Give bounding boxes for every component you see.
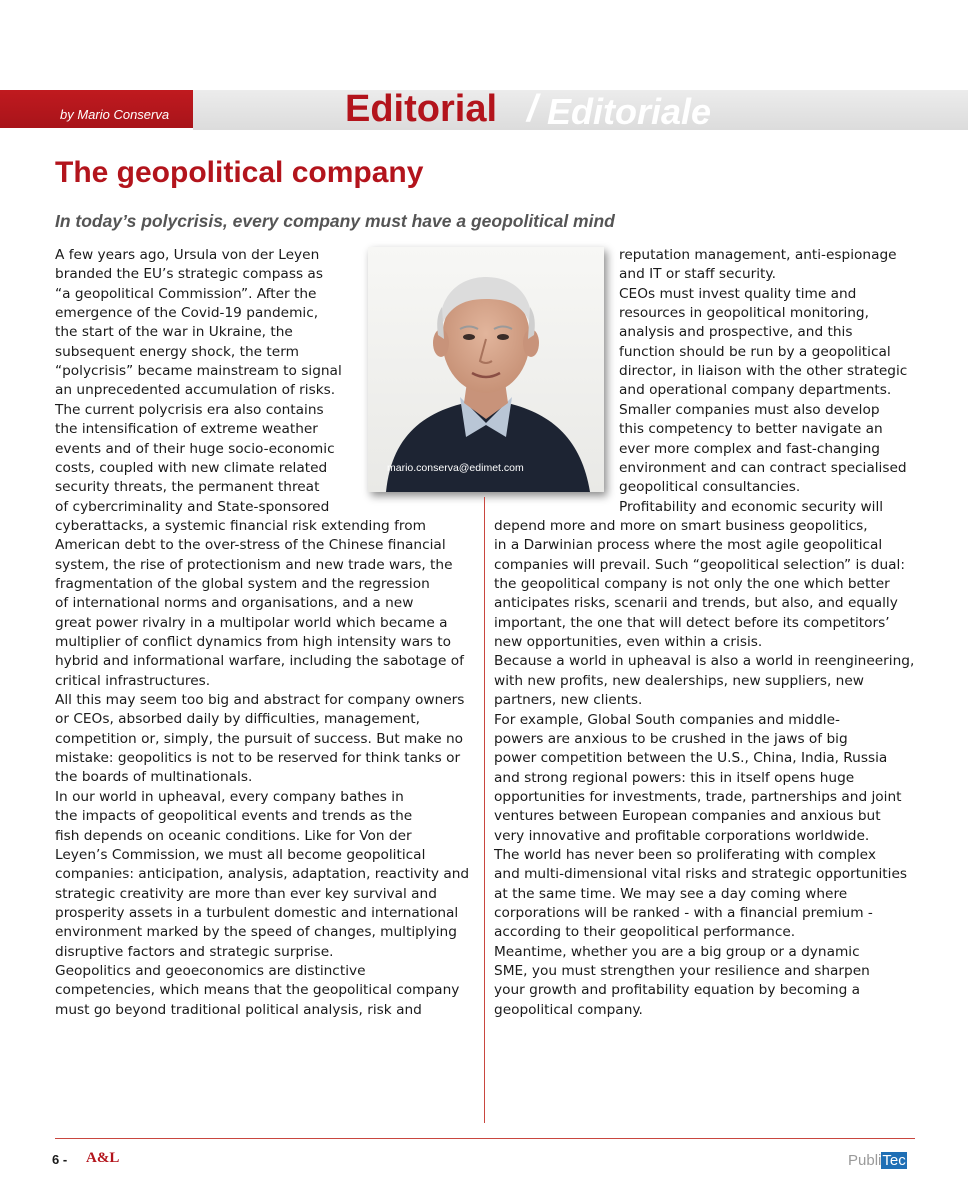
body-text-line: corporations will be ranked - with a financial premium - xyxy=(494,905,873,921)
body-text-line: with new profits, new dealerships, new suppliers, new xyxy=(494,672,864,689)
body-text-line: reputation management, anti-espionage xyxy=(619,247,897,263)
body-text-line: critical infrastructures. xyxy=(55,672,211,689)
body-text-line: ever more complex and fast-changing xyxy=(619,440,880,457)
body-text-line: of cybercriminality and State-sponsored xyxy=(55,498,330,515)
body-text-line: and strong regional powers: this in itself opens huge xyxy=(494,769,855,786)
publisher-logo xyxy=(848,1152,907,1170)
body-text-line: Smaller companies must also develop xyxy=(619,401,880,418)
body-text-line: prosperity assets in a turbulent domestic and international xyxy=(55,904,459,921)
column-divider xyxy=(484,497,485,1123)
body-text-line: according to their geopolitical performance. xyxy=(494,924,796,941)
body-text-line: Profitability and economic security will xyxy=(619,498,884,515)
article-title: The geopolitical company xyxy=(55,156,424,189)
body-text-line: cyberattacks, a systemic financial risk extending from xyxy=(55,517,426,534)
body-text-line: costs, coupled with new climate related xyxy=(55,459,328,476)
body-text-line: events and of their huge socio-economic xyxy=(55,440,335,457)
body-text-line: of international norms and organisations, and a new xyxy=(55,595,414,612)
body-text-line: resources in geopolitical monitoring, xyxy=(619,305,869,322)
body-text-line: very innovative and profitable corporations worldwide. xyxy=(494,827,870,844)
body-text-line: fragmentation of the global system and the regression xyxy=(55,575,430,592)
body-text-line: All this may seem too big and abstract for company owners xyxy=(55,692,465,709)
body-text-line: Meantime, whether you are a big group or a dynamic xyxy=(494,943,860,960)
body-text-line: new opportunities, even within a crisis. xyxy=(494,634,763,651)
body-text-line: subsequent energy shock, the term xyxy=(55,343,299,360)
body-text-line: The world has never been so proliferating with complex xyxy=(494,846,876,863)
body-text-line: the impacts of geopolitical events and trends as the xyxy=(55,808,413,825)
body-text-line: the intensification of extreme weather xyxy=(55,421,318,438)
body-text-line: companies will prevail. Such “geopolitical selection” is dual: xyxy=(494,556,905,573)
body-text-line: mistake: geopolitics is not to be reserved for think tanks or xyxy=(55,750,461,767)
body-text-line: or CEOs, absorbed daily by difficulties, management, xyxy=(55,711,420,728)
section-subtitle: Editoriale xyxy=(547,91,712,132)
body-text-line: geopolitical consultancies. xyxy=(619,479,801,496)
body-text-line: opportunities for investments, trade, partnerships and joint xyxy=(494,788,902,805)
body-text-line: companies: anticipation, analysis, adaptation, reactivity and xyxy=(55,866,470,883)
body-text-line: American debt to the over-stress of the Chinese financial xyxy=(55,537,446,554)
body-text-line: strategic creativity are more than ever key survival and xyxy=(55,885,437,902)
body-text-line: Because a world in upheaval is also a world in reengineering, xyxy=(494,653,915,670)
body-text-line: fish depends on oceanic conditions. Like for Von der xyxy=(55,827,412,844)
body-text-line: the geopolitical company is not only the one which better xyxy=(494,576,890,593)
body-text-line: great power rivalry in a multipolar world which became a xyxy=(55,614,448,631)
body-text-line: the start of the war in Ukraine, the xyxy=(55,324,293,341)
body-text-line: branded the EU’s strategic compass as xyxy=(55,266,323,283)
body-text-line: powers are anxious to be crushed in the jaws of big xyxy=(494,730,848,747)
body-text-line: In our world in upheaval, every company bathes in xyxy=(55,788,404,805)
body-text-line: “a geopolitical Commission”. After the xyxy=(55,285,317,302)
body-text-line: must go beyond traditional political analysis, risk and xyxy=(55,1001,422,1018)
body-text-line: The current polycrisis era also contains xyxy=(55,401,324,418)
footer-divider xyxy=(55,1138,915,1139)
article-subtitle: In today’s polycrisis, every company must have a geopolitical mind xyxy=(55,211,615,231)
body-text-line: ventures between European companies and anxious but xyxy=(494,808,881,825)
body-text-line: the boards of multinationals. xyxy=(55,769,253,786)
body-text-line: Leyen’s Commission, we must all become geopolitical xyxy=(55,846,426,863)
body-text-line: partners, new clients. xyxy=(494,692,643,709)
body-text-line: SME, you must strengthen your resilience and sharpen xyxy=(494,963,870,980)
body-text-line: geopolitical company. xyxy=(494,1001,643,1018)
body-text-line: power competition between the U.S., China, India, Russia xyxy=(494,750,888,767)
body-text-line: CEOs must invest quality time and xyxy=(619,285,857,302)
body-text-line: in a Darwinian process where the most agile geopolitical xyxy=(494,537,883,554)
body-text-line: A few years ago, Ursula von der Leyen xyxy=(55,247,320,263)
body-text-line: competition or, simply, the pursuit of success. But make no xyxy=(55,730,464,747)
photo-caption: mario.conserva@edimet.com xyxy=(387,462,524,474)
body-text-line: your growth and profitability equation by becoming a xyxy=(494,982,861,999)
body-text-line: important, the one that will detect before its competitors’ xyxy=(494,614,890,631)
body-text-line: system, the rise of protectionism and new trade wars, the xyxy=(55,556,453,573)
body-text-line: security threats, the permanent threat xyxy=(55,479,320,496)
body-text-line: an unprecedented accumulation of risks. xyxy=(55,382,336,399)
body-text-line: environment and can contract specialised xyxy=(619,459,907,476)
section-title: Editorial xyxy=(345,88,498,130)
body-text-line: director, in liaison with the other strategic xyxy=(619,363,908,380)
author-photo xyxy=(368,247,604,492)
body-text-line: emergence of the Covid-19 pandemic, xyxy=(55,305,319,322)
body-text-line: this competency to better navigate an xyxy=(619,421,883,438)
body-text-line: and operational company departments. xyxy=(619,382,892,399)
publisher-logo-part-b: Tec xyxy=(882,1152,906,1169)
body-text-line: “polycrisis” became mainstream to signal xyxy=(55,363,342,380)
body-text-line: competencies, which means that the geopolitical company xyxy=(55,982,460,999)
page-number: 6 - xyxy=(52,1152,68,1167)
body-text-line: function should be run by a geopolitical xyxy=(619,343,891,360)
author-byline: by Mario Conserva xyxy=(60,107,170,122)
section-slash: / xyxy=(527,88,538,130)
body-text-line: disruptive factors and strategic surprise. xyxy=(55,943,334,960)
body-text-line: analysis and prospective, and this xyxy=(619,324,853,341)
body-text-line: multiplier of conflict dynamics from high intensity wars to xyxy=(55,634,451,650)
body-text-line: depend more and more on smart business geopolitics, xyxy=(494,518,868,534)
body-text-line: and IT or staff security. xyxy=(619,266,776,283)
magazine-logo: A&L xyxy=(86,1150,120,1166)
body-text-line: anticipates risks, scenarii and trends, but also, and equally xyxy=(494,595,898,612)
body-text-line: environment marked by the speed of changes, multiplying xyxy=(55,924,457,941)
body-text-line: at the same time. We may see a day coming where xyxy=(494,885,848,902)
publisher-logo-part-a: Publi xyxy=(848,1152,882,1169)
body-text-line: hybrid and informational warfare, including the sabotage of xyxy=(55,653,464,670)
portrait-image xyxy=(368,247,604,492)
body-text-line: For example, Global South companies and middle- xyxy=(494,711,840,728)
body-text-line: Geopolitics and geoeconomics are distinctive xyxy=(55,962,366,979)
body-text-line: and multi-dimensional vital risks and strategic opportunities xyxy=(494,866,908,883)
